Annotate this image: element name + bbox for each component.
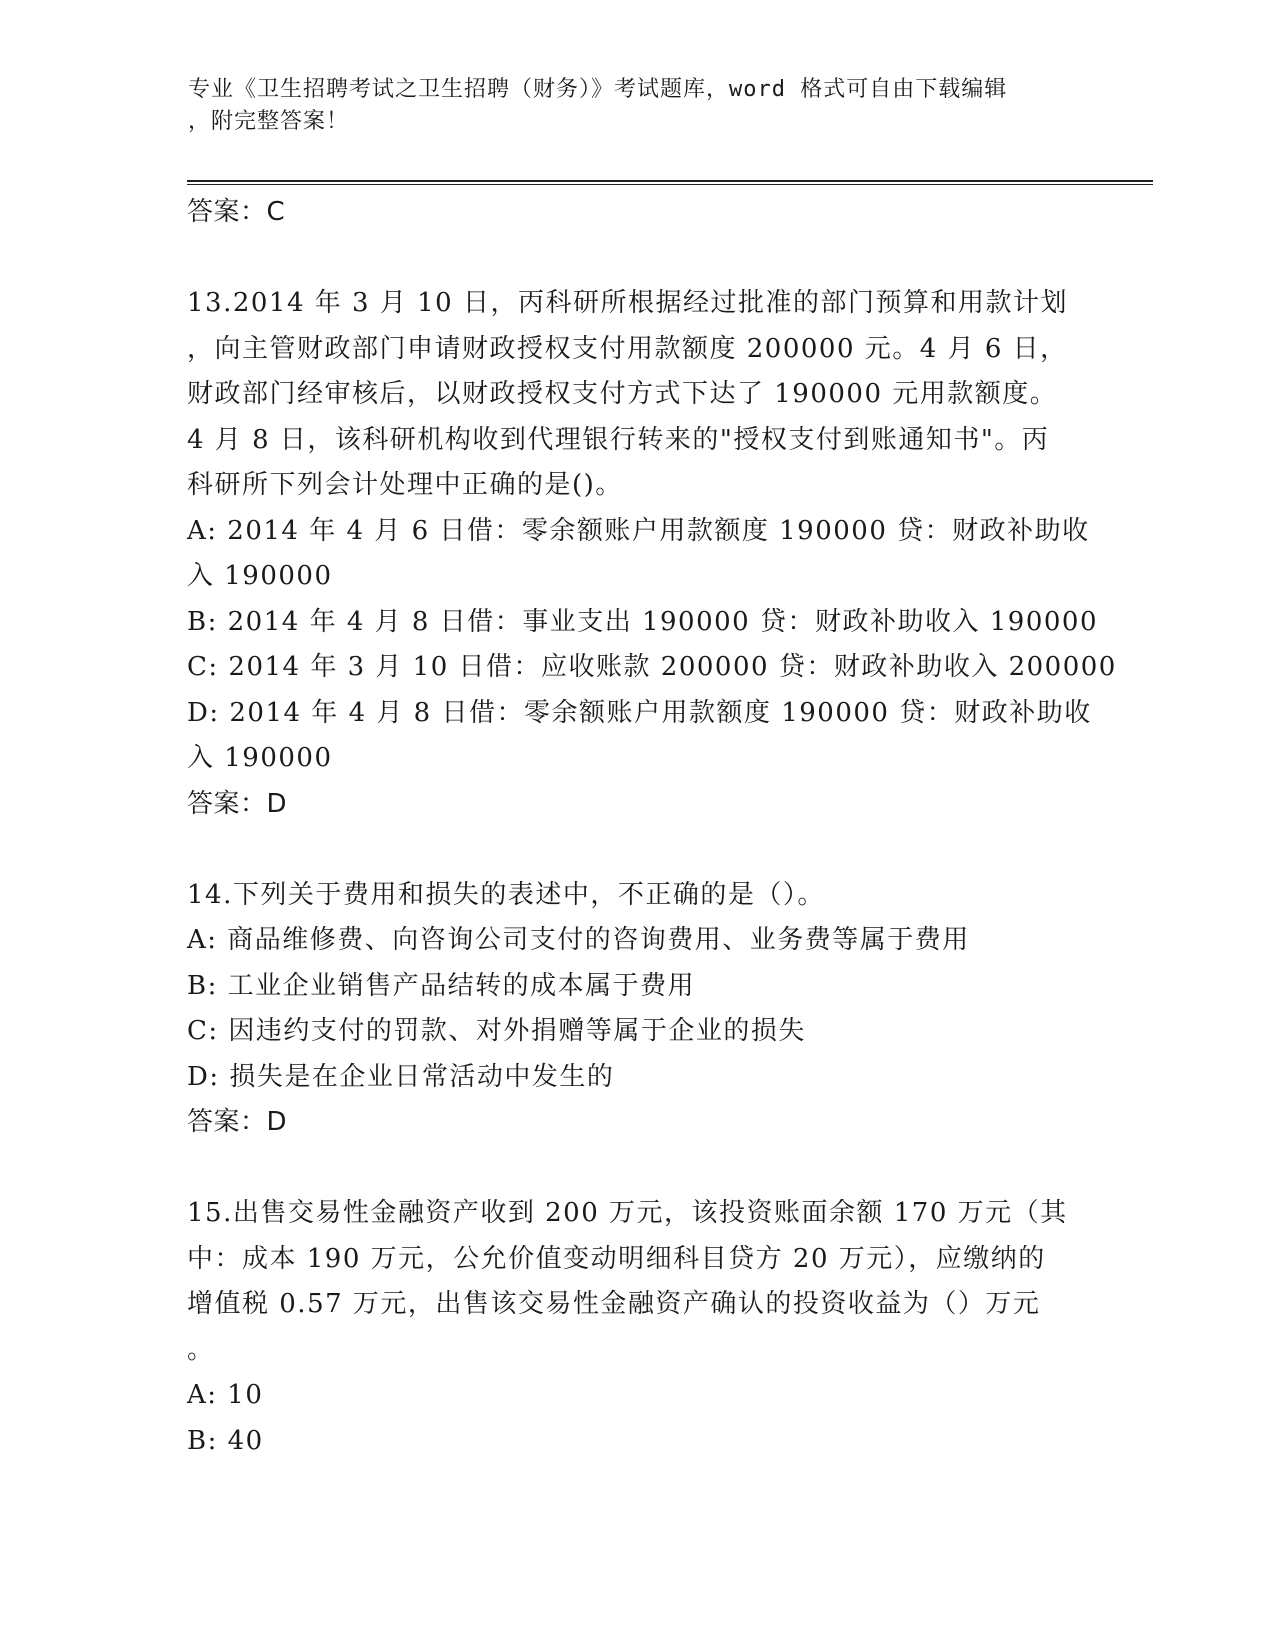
q13-option-d-cont: 入 190000 — [187, 743, 333, 773]
q14-option-a: A: 商品维修费、向咨询公司支付的咨询费用、业务费等属于费用 — [187, 925, 970, 955]
q13-option-c: C: 2014 年 3 月 10 日借：应收账款 200000 贷：财政补助收入 200000 — [187, 652, 1117, 682]
q13-text-line: 科研所下列会计处理中正确的是()。 — [187, 470, 623, 500]
q13-option-d: D: 2014 年 4 月 8 日借：零余额账户用款额度 190000 贷：财政补助收 — [187, 697, 1092, 728]
q14-option-b: B: 工业企业销售产品结转的成本属于费用 — [187, 970, 696, 1001]
q14-option-c: C: 因违约支付的罚款、对外捐赠等属于企业的损失 — [187, 1016, 806, 1046]
answer-q12: 答案：C — [187, 197, 286, 227]
document-header — [188, 74, 1068, 138]
q15-option-a: A: 10 — [187, 1380, 264, 1410]
q15-text-line: 中：成本 190 万元，公允价值变动明细科目贷方 20 万元），应缴纳的 — [187, 1243, 1046, 1274]
q13-text-line: 13.2014 年 3 月 10 日，丙科研所根据经过批准的部门预算和用款计划 — [187, 288, 1068, 318]
q13-text-line: 财政部门经审核后，以财政授权支付方式下达了 190000 元用款额度。 — [187, 379, 1058, 409]
q15-text-line: 增值税 0.57 万元，出售该交易性金融资产确认的投资收益为（）万元 — [187, 1289, 1041, 1319]
document-body — [187, 190, 1117, 1464]
q13-option-a: A: 2014 年 4 月 6 日借：零余额账户用款额度 190000 贷：财政补助收 — [187, 515, 1090, 546]
q15-text-line: 。 — [187, 1334, 215, 1365]
q13-text-line: ，向主管财政部门申请财政授权支付用款额度 200000 元。4 月 6 日， — [187, 333, 1068, 364]
q14-option-d: D: 损失是在企业日常活动中发生的 — [187, 1061, 615, 1092]
question-13 — [187, 281, 1117, 827]
q15-text-line: 15.出售交易性金融资产收到 200 万元，该投资账面余额 170 万元（其 — [187, 1198, 1068, 1228]
answer-q14: 答案：D — [187, 1107, 288, 1137]
header-divider — [187, 180, 1153, 182]
q13-option-a-cont: 入 190000 — [187, 561, 333, 591]
q13-option-b: B: 2014 年 4 月 8 日借：事业支出 190000 贷：财政补助收入 190000 — [187, 606, 1099, 637]
answer-q13: 答案：D — [187, 788, 288, 819]
q13-text-line: 4 月 8 日，该科研机构收到代理银行转来的"授权支付到账通知书"。丙 — [187, 424, 1050, 455]
q15-option-b: B: 40 — [187, 1425, 264, 1456]
spacer — [187, 1146, 1087, 1192]
question-14 — [187, 873, 1087, 1146]
q14-text: 14.下列关于费用和损失的表述中，不正确的是（）。 — [187, 879, 825, 910]
header-line-2: ，附完整答案！ — [188, 109, 350, 134]
spacer — [187, 827, 1087, 873]
spacer — [187, 236, 1087, 282]
question-15 — [187, 1191, 1087, 1464]
header-divider-thin — [187, 184, 1153, 185]
header-line-1: 专业《卫生招聘考试之卫生招聘（财务）》考试题库，word 格式可自由下载编辑 — [188, 77, 1008, 102]
